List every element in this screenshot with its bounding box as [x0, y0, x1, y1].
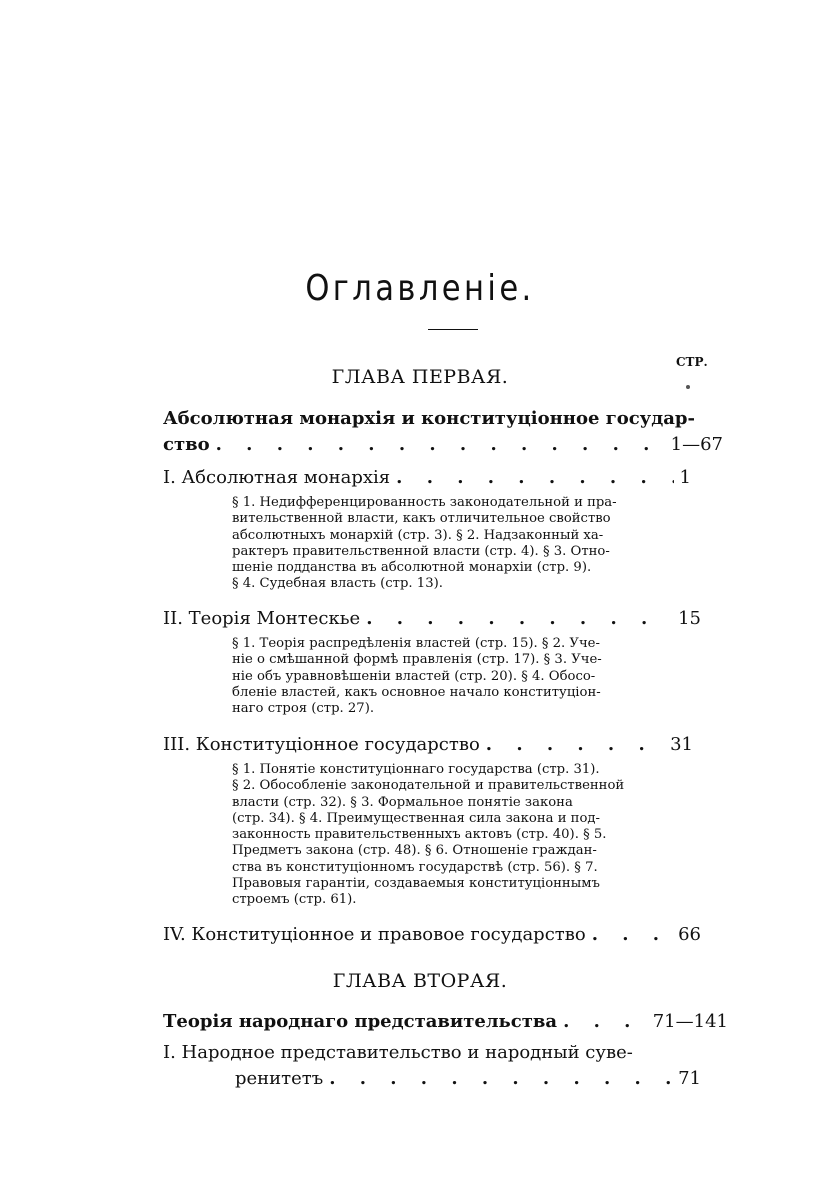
summary-line: § 4. Судебная власть (стр. 13). — [232, 576, 443, 592]
chapter-heading: ГЛАВА ВТОРАЯ. — [332, 970, 508, 992]
leader-dots — [563, 1011, 647, 1032]
leader-dots — [592, 924, 672, 945]
page-title: Оглавленіе. — [305, 268, 535, 309]
section-summary — [232, 495, 642, 593]
page-number: 1 — [679, 467, 691, 488]
chapter-title-text: ство — [163, 434, 210, 455]
section-summary — [232, 762, 642, 909]
summary-line: Правовыя гарантіи, создаваемыя конституціоннымъ — [232, 876, 600, 892]
toc-entry — [163, 1068, 723, 1089]
toc-entry — [163, 467, 723, 488]
summary-line: абсолютныхъ монархій (стр. 3). § 2. Надзаконный ха- — [232, 527, 604, 543]
page-column-label: СТР. — [676, 355, 708, 369]
leader-dots — [329, 1068, 672, 1089]
chapter-title-text: Абсолютная монархія и конституціонное государ- — [163, 408, 695, 429]
page-number: 15 — [678, 608, 701, 629]
leader-dots — [216, 434, 665, 455]
section-title: ренитетъ — [235, 1068, 324, 1089]
summary-line: ніе о смѣшанной формѣ правленія (стр. 17). § 3. Уче- — [232, 652, 602, 668]
toc-entry — [163, 734, 723, 755]
section-title: I. Абсолютная монархія — [163, 467, 391, 488]
toc-entry — [163, 924, 723, 945]
summary-line: вительственной власти, какъ отличительное свойство — [232, 511, 611, 527]
section-title: IV. Конституціонное и правовое государство — [163, 924, 586, 945]
section-title: I. Народное представительство и народный суве- — [163, 1042, 633, 1063]
summary-line: наго строя (стр. 27). — [232, 701, 375, 717]
summary-line: рактеръ правительственной власти (стр. 4). § 3. Отно- — [232, 543, 610, 559]
summary-line: бленіе властей, какъ основное начало конституціон- — [232, 684, 601, 700]
leader-dots — [486, 734, 664, 755]
summary-line: § 2. Обособленіе законодательной и правительственной — [232, 778, 625, 794]
leader-dots — [366, 608, 672, 629]
chapter-title-line — [163, 408, 723, 429]
page-number: 71—141 — [652, 1011, 728, 1032]
summary-line: ства въ конституціонномъ государствѣ (стр. 56). § 7. — [232, 859, 598, 875]
summary-line: власти (стр. 32). § 3. Формальное понятіе закона — [232, 794, 573, 810]
chapter-heading: ГЛАВА ПЕРВАЯ. — [331, 366, 509, 388]
section-title: III. Конституціонное государство — [163, 734, 480, 755]
summary-line: ніе объ уравновѣшеніи властей (стр. 20). § 4. Обосо- — [232, 668, 596, 684]
summary-line: Предметъ закона (стр. 48). § 6. Отношеніе граждан- — [232, 843, 597, 859]
title-divider — [428, 329, 478, 330]
page-number: 1—67 — [670, 434, 723, 455]
chapter-title-text: Теорія народнаго представительства — [163, 1011, 558, 1032]
page-number: 71 — [678, 1068, 701, 1089]
summary-line: § 1. Понятіе конституціоннаго государства (стр. 31). — [232, 762, 600, 777]
section-title: II. Теорія Монтескье — [163, 608, 361, 629]
toc-entry — [163, 608, 723, 629]
summary-line: § 1. Теорія распредѣленія властей (стр. 15). § 2. Уче- — [232, 636, 600, 651]
summary-line: (стр. 34). § 4. Преимущественная сила закона и под- — [232, 810, 600, 826]
page-number: 31 — [670, 734, 693, 755]
section-summary — [232, 636, 642, 717]
toc-entry — [163, 434, 723, 455]
summary-line: строемъ (стр. 61). — [232, 892, 357, 908]
page-number: 66 — [678, 924, 701, 945]
summary-line: § 1. Недифференцированность законодательной и пра- — [232, 495, 617, 510]
summary-line: шеніе подданства въ абсолютной монархіи (стр. 9). — [232, 560, 592, 576]
toc-entry — [163, 1042, 723, 1063]
summary-line: законность правительственныхъ актовъ (стр. 40). § 5. — [232, 827, 607, 843]
toc-entry — [163, 1011, 728, 1032]
leader-dots — [396, 467, 673, 488]
